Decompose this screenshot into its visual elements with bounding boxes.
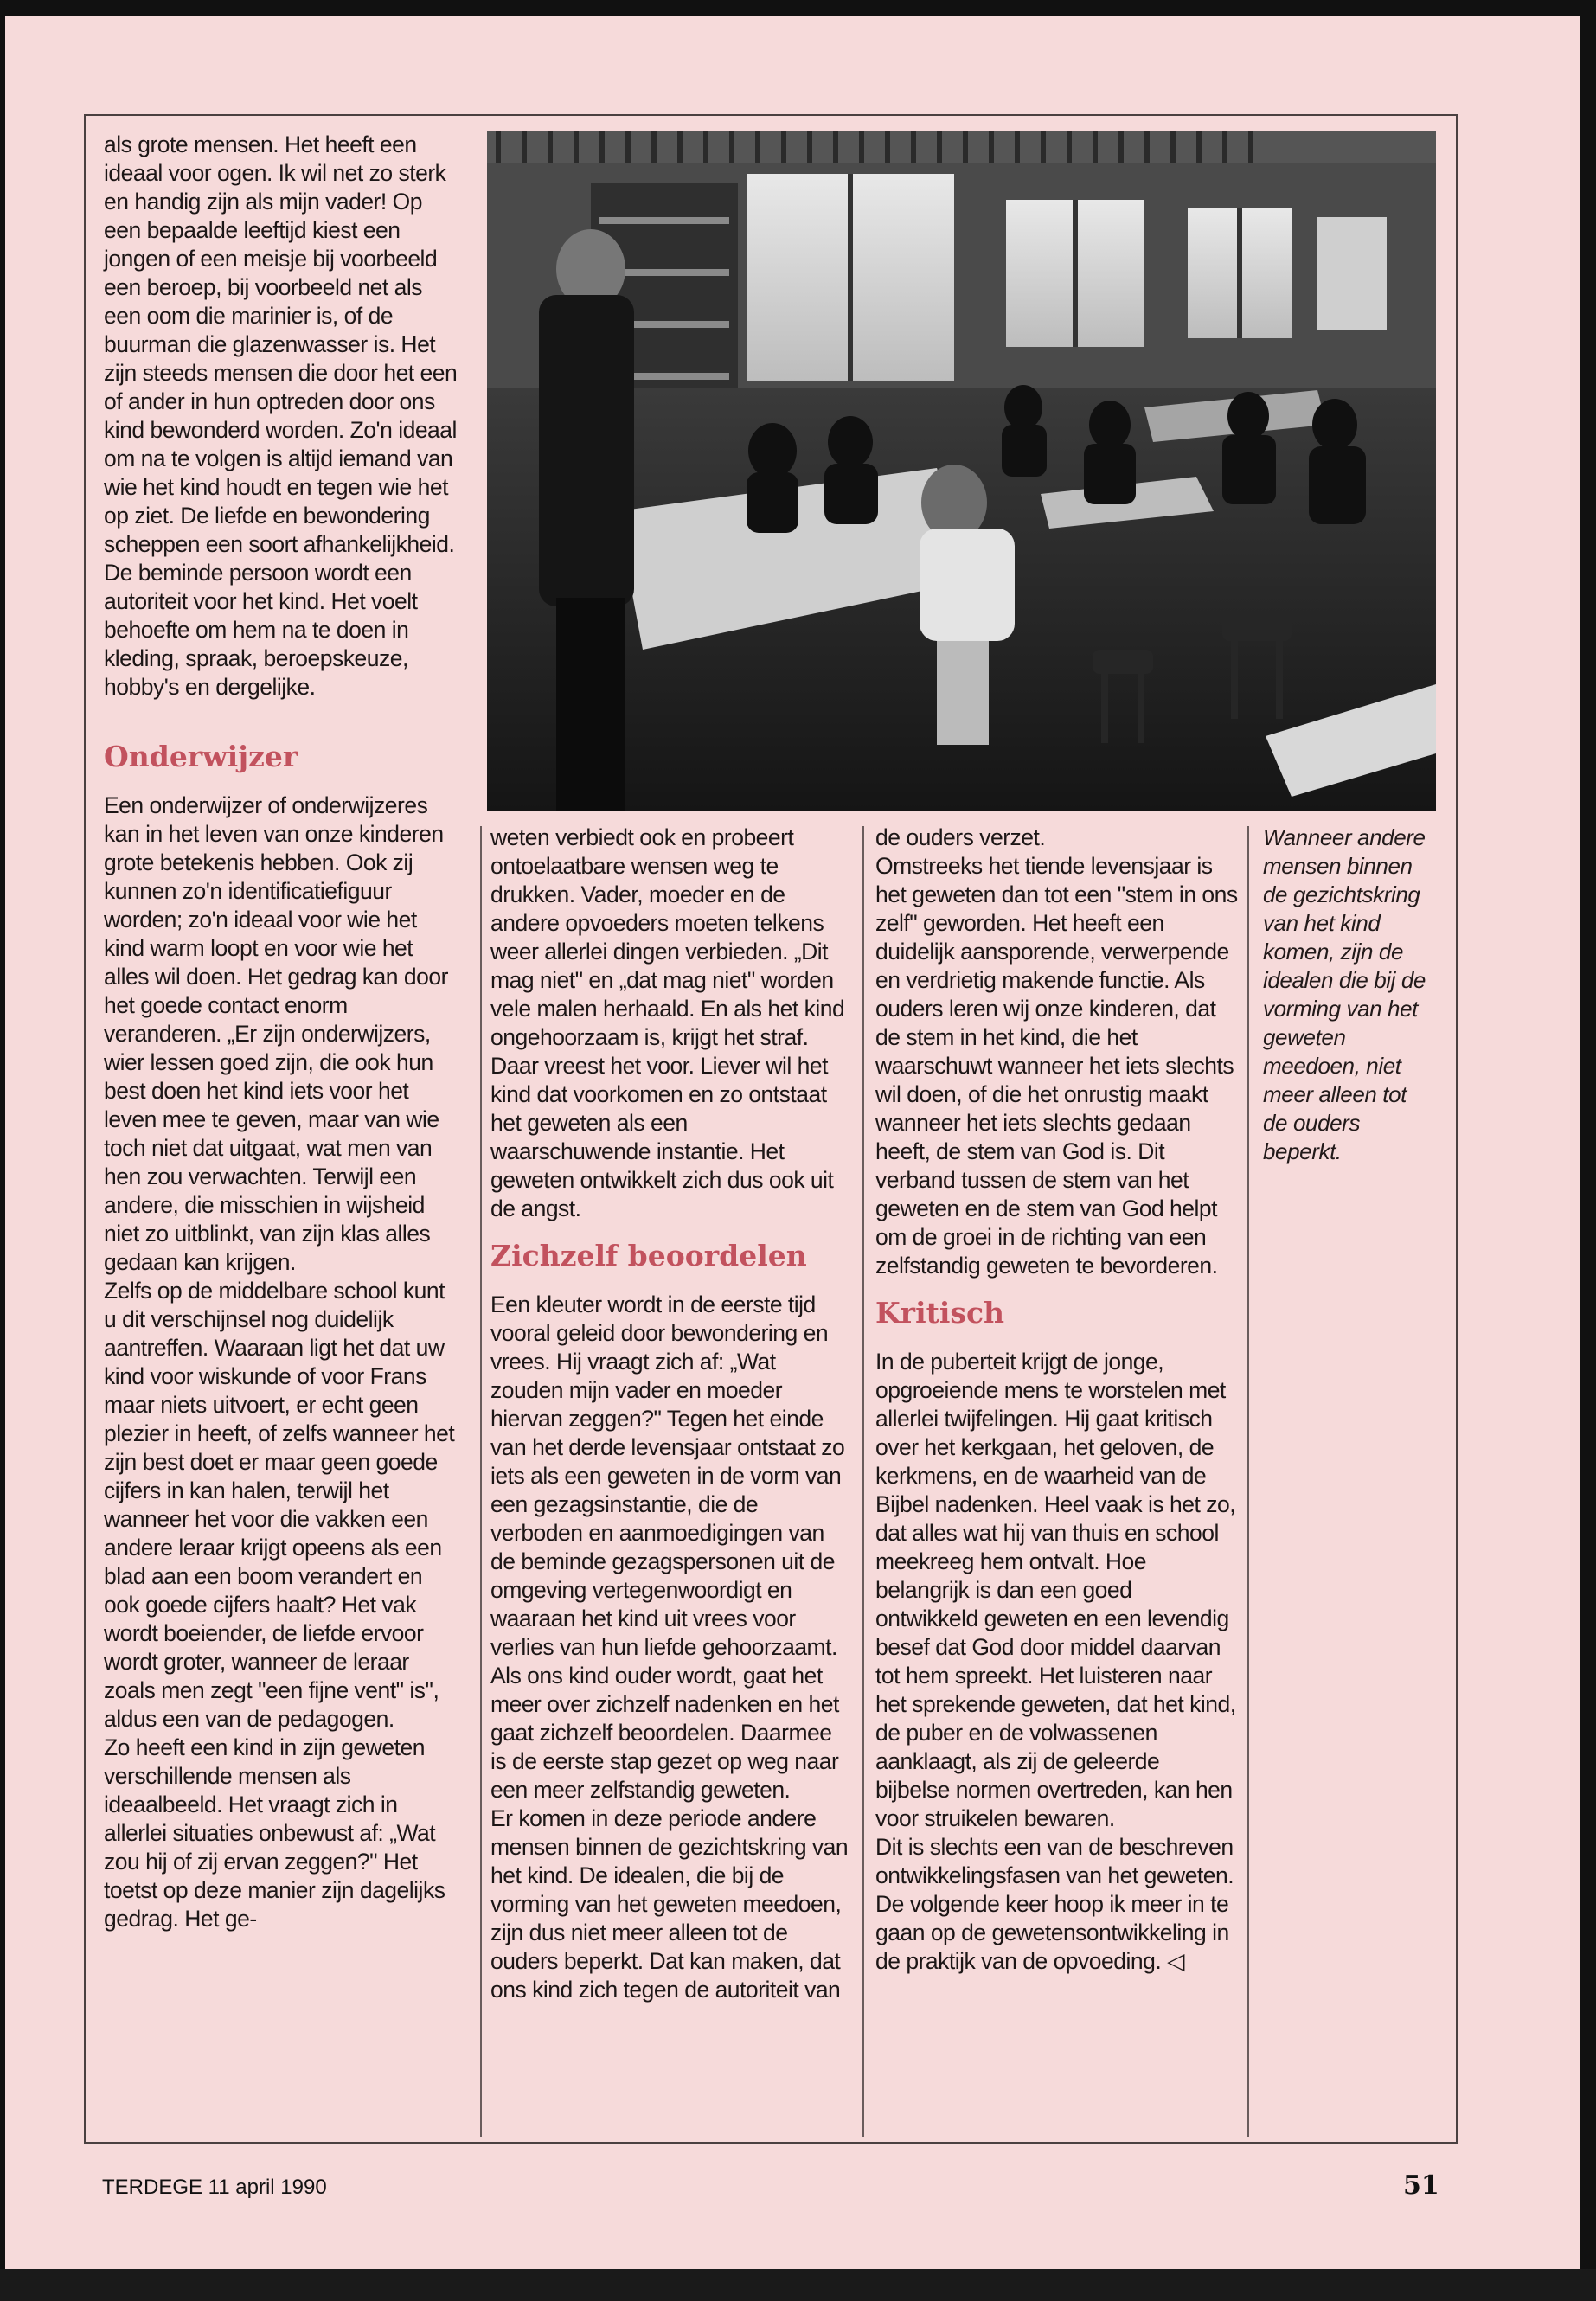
column-3 (875, 824, 1239, 1976)
heading-zichzelf-beoordelen: Zichzelf beoordelen (490, 1239, 807, 1272)
paragraph: Er komen in deze periode andere mensen binnen de gezichtskring van het kind. De idealen, die bij de vorming van het geweten meedoen, zijn dus niet meer alleen tot de ouders beperkt. Dat kan maken, dat ons kind zich tegen de autoriteit van (490, 1805, 849, 2003)
column-rule (480, 826, 482, 2137)
paragraph: Dit is slechts een van de beschreven ontwikkelingsfasen van het geweten. De volgende keer hoop ik meer in te gaan op de gewetensontwikkeling in de praktijk van de opvoeding. ◁ (875, 1834, 1234, 1974)
paragraph: Zo heeft een kind in zijn geweten verschillende mensen als ideaalbeeld. Het vraagt zich in allerlei situaties onbewust af: „Wat zou hij of zij ervan zeggen?" Het toetst op deze manier zijn dagelijks gedrag. Het ge- (104, 1734, 445, 1932)
column-rule (1247, 826, 1249, 2137)
paragraph: Een kleuter wordt in de eerste tijd vooral geleid door bewondering en vrees. Hij vraagt zich af: „Wat zouden mijn vader en moeder hiervan zeggen?" Tegen het einde van het derde levensjaar ontstaat zo iets als een geweten in de vorm van een gezagsinstantie, die de verboden en aanmoedigingen van de beminde gezagspersonen uit de omgeving vertegenwoordigt en waaraan het kind uit vrees voor verlies van hun liefde gehoorzaamt. Als ons kind ouder wordt, gaat het meer over zichzelf nadenken en het gaat zichzelf beoordelen. Daarmee is de eerste stap gezet op weg naar een meer zelfstandig geweten. (490, 1292, 845, 1803)
classroom-photo-icon (487, 131, 1436, 811)
paragraph: In de puberteit krijgt de jonge, opgroeiende mens te worstelen met allerlei twijfelingen. Hij gaat kritisch over het kerkgaan, het geloven, de kerkmens, en de waarheid van de Bijbel nadenken. Heel vaak is het zo, dat alles wat hij van thuis en school meekreeg hem ontvalt. Hoe belangrijk is dan een goed ontwikkeld geweten en een levendig besef dat God door middel daarvan tot hem spreekt. Het luisteren naar het sprekende geweten, dat het kind, de puber en de volwassenen aanklaagt, als zij de geleerde bijbelse normen overtreden, kan hen voor struikelen bewaren. (875, 1349, 1236, 1831)
pull-quote: Wanneer andere mensen binnen de gezichtskring van het kind komen, zijn de idealen die bij de vorming van het geweten meedoen, niet meer alleen tot de ouders beperkt. (1263, 824, 1426, 1164)
column-2 (490, 824, 852, 2004)
classroom-photo (487, 131, 1436, 811)
column-rule (862, 826, 864, 2137)
paragraph: de ouders verzet. (875, 824, 1046, 850)
heading-onderwijzer: Onderwijzer (104, 740, 298, 773)
page-number: 51 (1403, 2170, 1439, 2201)
intro-paragraph: als grote mensen. Het heeft een ideaal voor ogen. Ik wil net zo sterk en handig zijn als mijn vader! Op een bepaalde leeftijd kiest een jongen of een meisje bij voorbeeld een beroep, bij voorbeeld net als een oom die marinier is, of de buurman die glazenwasser is. Het zijn steeds mensen die door het een of ander in hun optreden door ons kind bewonderd worden. Zo'n ideaal om na te volgen is altijd iemand van wie het kind houdt en tegen wie het op ziet. De liefde en bewondering scheppen een soort afhankelijkheid. De beminde persoon wordt een autoriteit voor het kind. Het voelt behoefte om hem na te doen in kleding, spraak, beroepskeuze, hobby's en dergelijke. (104, 131, 458, 700)
publication-footer: TERDEGE 11 april 1990 (102, 2176, 327, 2199)
paragraph: Een onderwijzer of onderwijzeres kan in het leven van onze kinderen grote betekenis hebben. Ook zij kunnen zo'n identificatiefiguur worden; zo'n ideaal voor wie het kind warm loopt en voor wie het alles wil doen. Het gedrag kan door het goede contact enorm veranderen. „Er zijn onderwijzers, wier lessen goed zijn, die ook hun best doen het kind iets voor het leven mee te geven, maar van wie toch niet dat uitgaat, wat men van hen zou verwachten. Terwijl een andere, die misschien in wijsheid niet zo uitblinkt, van zijn klas alles gedaan kan krijgen. (104, 792, 448, 1275)
column-1 (104, 131, 463, 1933)
heading-kritisch: Kritisch (875, 1296, 1005, 1330)
scan-edge (0, 2269, 1596, 2301)
paragraph: weten verbiedt ook en probeert ontoelaatbare wensen weg te drukken. Vader, moeder en de andere opvoeders moeten telkens weer allerlei dingen verbieden. „Dit mag niet" en „dat mag niet" worden vele malen herhaald. En als het kind ongehoorzaam is, krijgt het straf. Daar vreest het voor. Liever wil het kind dat voorkomen en zo ontstaat het geweten als een waarschuwende instantie. Het geweten ontwikkelt zich dus ook uit de angst. (490, 824, 845, 1221)
paragraph: Zelfs op de middelbare school kunt u dit verschijnsel nog duidelijk aantreffen. Waaraan ligt het dat uw kind voor wiskunde of voor Frans maar niets uitvoert, er echt geen plezier in heeft, of zelfs wanneer het zijn best doet er maar geen goede cijfers in kan halen, terwijl het wanneer het voor die vakken een andere leraar krijgt opeens als een blad aan een boom verandert en ook goede cijfers haalt? Het vak wordt boeiender, de liefde ervoor wordt groter, wanneer de leraar zoals men zegt "een fijne vent" is", aldus een van de pedagogen. (104, 1278, 455, 1732)
paragraph: Omstreeks het tiende levensjaar is het geweten dan tot een "stem in ons zelf" geworden. Het heeft een duidelijk aansporende, verwerpende en verdrietig makende functie. Als ouders leren wij onze kinderen, dat de stem in het kind, die het waarschuwt wanneer het iets slechts wil doen, of die het onrustig maakt wanneer het iets slechts gedaan heeft, de stem van God is. Dit verband tussen de stem van het geweten en de stem van God helpt om de groei in de richting van een zelfstandig geweten te bevorderen. (875, 853, 1238, 1279)
